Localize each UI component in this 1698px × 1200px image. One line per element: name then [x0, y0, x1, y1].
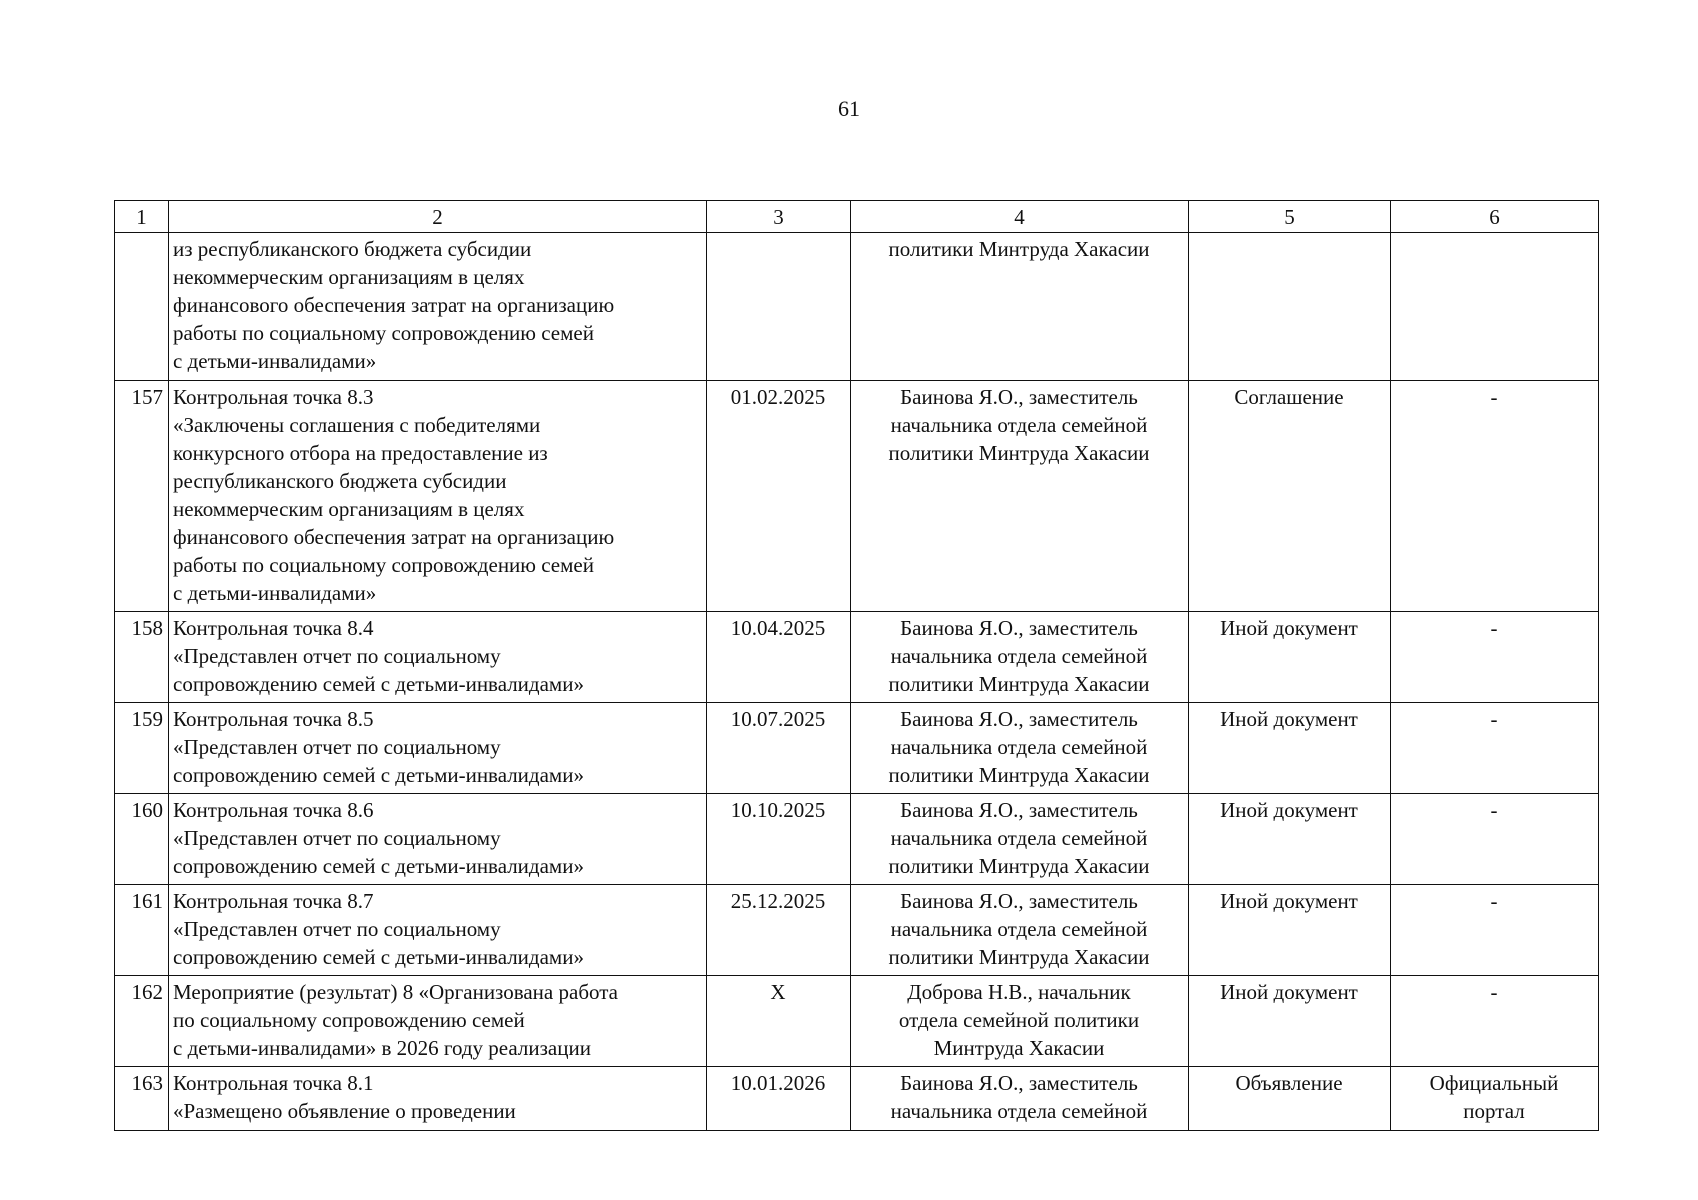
table-row: [115, 233, 1599, 381]
row-date: 10.10.2025: [707, 794, 851, 885]
row-responsible: Баинова Я.О., заместитель начальника отдела семейной политики Минтруда Хакасии: [851, 612, 1189, 703]
column-header: 1: [115, 201, 169, 233]
table-row: [115, 381, 1599, 612]
row-date: [707, 233, 851, 381]
row-date: X: [707, 976, 851, 1067]
table-row: [115, 612, 1599, 703]
table-row: [115, 885, 1599, 976]
row-description: Мероприятие (результат) 8 «Организована работа по социальному сопровождению семей с детьми-инвалидами» в 2026 году реализации: [169, 976, 707, 1067]
row-description: Контрольная точка 8.5 «Представлен отчет по социальному сопровождению семей с детьми-инвалидами»: [169, 703, 707, 794]
row-source: -: [1391, 976, 1599, 1067]
row-source: -: [1391, 885, 1599, 976]
column-header: 4: [851, 201, 1189, 233]
row-document: Объявление: [1189, 1067, 1391, 1131]
row-document: Иной документ: [1189, 703, 1391, 794]
row-number: 158: [115, 612, 169, 703]
table-row: [115, 794, 1599, 885]
row-document: Соглашение: [1189, 381, 1391, 612]
row-number: 163: [115, 1067, 169, 1131]
row-document: [1189, 233, 1391, 381]
table-row: [115, 1067, 1599, 1131]
row-description: из республиканского бюджета субсидии некоммерческим организациям в целях финансового обеспечения затрат на организацию работы по социальному сопровождению семей с детьми-инвалидами»: [169, 233, 707, 381]
row-date: 25.12.2025: [707, 885, 851, 976]
row-number: 161: [115, 885, 169, 976]
row-description: Контрольная точка 8.4 «Представлен отчет по социальному сопровождению семей с детьми-инвалидами»: [169, 612, 707, 703]
row-number: 160: [115, 794, 169, 885]
table-header-row: [115, 201, 1599, 233]
row-description: Контрольная точка 8.7 «Представлен отчет по социальному сопровождению семей с детьми-инвалидами»: [169, 885, 707, 976]
row-source: -: [1391, 703, 1599, 794]
row-responsible: Баинова Я.О., заместитель начальника отдела семейной: [851, 1067, 1189, 1131]
row-number: 159: [115, 703, 169, 794]
row-source: -: [1391, 612, 1599, 703]
row-date: 10.01.2026: [707, 1067, 851, 1131]
table-row: [115, 976, 1599, 1067]
control-points-table: [114, 200, 1599, 1131]
row-source: [1391, 233, 1599, 381]
row-responsible: Баинова Я.О., заместитель начальника отдела семейной политики Минтруда Хакасии: [851, 885, 1189, 976]
row-date: 10.04.2025: [707, 612, 851, 703]
row-document: Иной документ: [1189, 976, 1391, 1067]
row-document: Иной документ: [1189, 885, 1391, 976]
row-responsible: Баинова Я.О., заместитель начальника отдела семейной политики Минтруда Хакасии: [851, 381, 1189, 612]
page-number: 61: [838, 96, 860, 121]
row-document: Иной документ: [1189, 794, 1391, 885]
row-responsible: Доброва Н.В., начальник отдела семейной политики Минтруда Хакасии: [851, 976, 1189, 1067]
row-document: Иной документ: [1189, 612, 1391, 703]
row-description: Контрольная точка 8.3 «Заключены соглашения с победителями конкурсного отбора на предоставление из республиканского бюджета субсидии некоммерческим организациям в целях финансового обеспечения затрат на организацию работы по социальному сопровождению семей с детьми-инвалидами»: [169, 381, 707, 612]
column-header: 6: [1391, 201, 1599, 233]
row-number: [115, 233, 169, 381]
table-row: [115, 703, 1599, 794]
column-header: 3: [707, 201, 851, 233]
row-source: -: [1391, 794, 1599, 885]
column-header: 2: [169, 201, 707, 233]
row-responsible: Баинова Я.О., заместитель начальника отдела семейной политики Минтруда Хакасии: [851, 703, 1189, 794]
column-header: 5: [1189, 201, 1391, 233]
row-source: -: [1391, 381, 1599, 612]
row-date: 01.02.2025: [707, 381, 851, 612]
row-description: Контрольная точка 8.6 «Представлен отчет по социальному сопровождению семей с детьми-инвалидами»: [169, 794, 707, 885]
row-number: 162: [115, 976, 169, 1067]
row-description: Контрольная точка 8.1 «Размещено объявление о проведении: [169, 1067, 707, 1131]
row-responsible: политики Минтруда Хакасии: [851, 233, 1189, 381]
row-source: Официальный портал: [1391, 1067, 1599, 1131]
row-date: 10.07.2025: [707, 703, 851, 794]
row-number: 157: [115, 381, 169, 612]
row-responsible: Баинова Я.О., заместитель начальника отдела семейной политики Минтруда Хакасии: [851, 794, 1189, 885]
